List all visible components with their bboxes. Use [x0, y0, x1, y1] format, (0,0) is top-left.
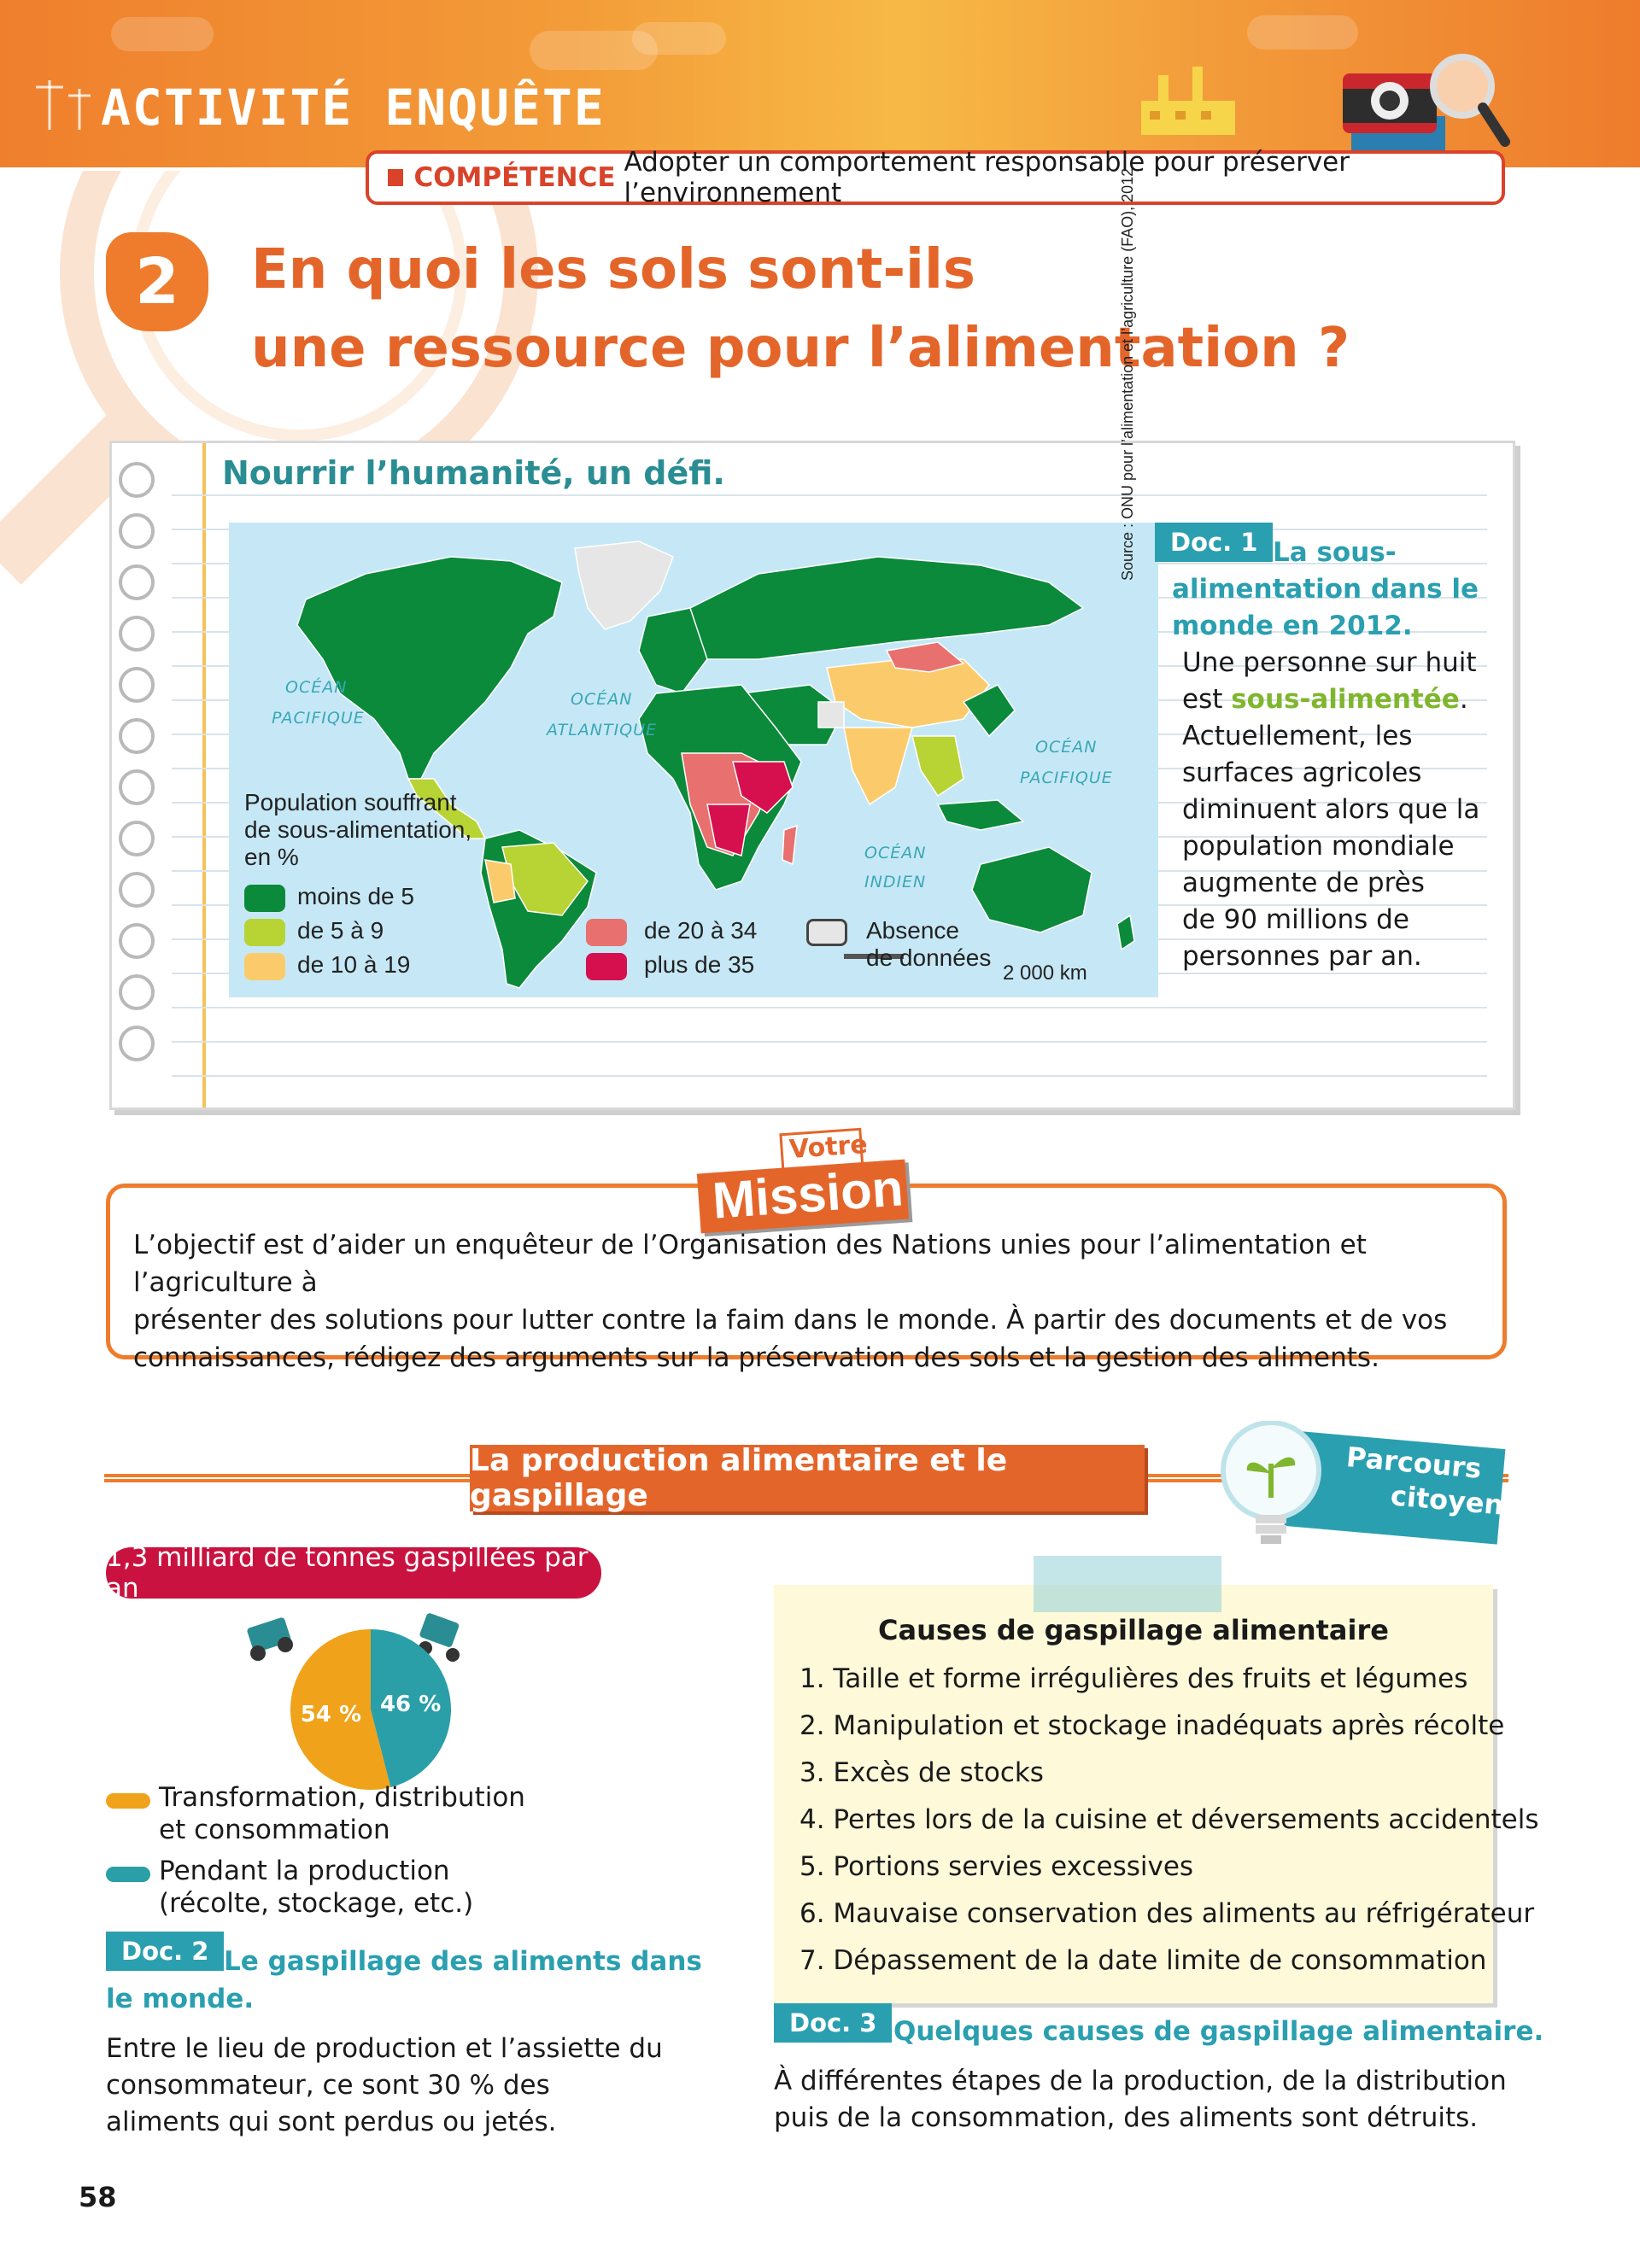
doc1-heading: alimentation dans le [1172, 574, 1479, 605]
parcours-label: Parcours [1344, 1441, 1483, 1485]
notebook-rule [172, 494, 1487, 496]
truck-icon [246, 1616, 293, 1661]
notebook-ring [119, 769, 155, 805]
map-legend-title: en % [244, 844, 299, 870]
doc2-tag: Doc. 2 [106, 1932, 224, 1971]
causes-card [774, 1585, 1493, 2003]
tape-decoration [1034, 1556, 1221, 1612]
causes-title: Causes de gaspillage alimentaire [878, 1614, 1389, 1646]
doc3-heading: Quelques causes de gaspillage alimentaire. [893, 2016, 1544, 2047]
doc1-text: de 90 millions de [1182, 904, 1409, 935]
waste-total-pill: 1,3 milliard de tonnes gaspillées par an [106, 1547, 601, 1599]
pie-label: 46 % [379, 1692, 442, 1718]
mission-text [133, 1226, 1483, 1377]
ocean-label: ATLANTIQUE [547, 721, 658, 739]
legend-swatch [244, 919, 285, 946]
pie-legend-line: Pendant la production [159, 1856, 450, 1886]
doc3-tag: Doc. 3 [774, 2003, 892, 2043]
pie-legend-line: (récolte, stockage, etc.) [159, 1888, 474, 1919]
legend-label: moins de 5 [297, 883, 414, 909]
legend-label: de 20 à 34 [644, 917, 758, 944]
pie-legend-line: et consommation [159, 1815, 390, 1845]
legend-label: plus de 35 [644, 951, 755, 978]
cause-item: 2. Manipulation et stockage inadéquats après récolte [800, 1710, 1505, 1741]
legend-swatch-no-data [806, 919, 847, 946]
legend-label: de 5 à 9 [297, 917, 384, 944]
mission-logo [699, 1125, 914, 1230]
ocean-label: PACIFIQUE [272, 709, 365, 728]
legend-swatch [586, 953, 627, 980]
notebook-ring [119, 564, 155, 600]
notebook-rule [172, 1041, 1487, 1043]
notebook-ring [119, 462, 155, 498]
doc2-text: consommateur, ce sont 30 % des [106, 2070, 550, 2101]
doc1-text: personnes par an. [1182, 941, 1422, 972]
doc1-tag: Doc. 1 [1155, 523, 1273, 562]
mission-logo-top: Votre [788, 1129, 869, 1166]
legend-dot-orange [106, 1793, 150, 1809]
ocean-label: INDIEN [864, 873, 927, 891]
notebook-ring [119, 1026, 155, 1061]
activity-number-badge: 2 [106, 232, 208, 331]
notebook-title: Nourrir l’humanité, un défi. [222, 454, 725, 492]
legend-label-no-data: de données [866, 944, 992, 971]
cause-item: 7. Dépassement de la date limite de consommation [800, 1945, 1487, 1976]
doc1-text-part: est [1182, 684, 1232, 715]
notebook-ring [119, 616, 155, 652]
notebook-ring [119, 667, 155, 703]
doc1-heading: monde en 2012. [1172, 611, 1413, 641]
page-number: 58 [79, 2181, 117, 2213]
competence-label: COMPÉTENCE [413, 162, 616, 193]
parcours-citoyen-badge [1211, 1421, 1505, 1547]
doc3-text: À différentes étapes de la production, de la distribution [774, 2066, 1507, 2096]
doc2-heading: le monde. [106, 1984, 255, 2014]
map-legend-title: Population souffrant [244, 789, 457, 815]
pie-label: 54 % [300, 1701, 362, 1727]
page-title-line2: une ressource pour l’alimentation ? [251, 317, 1350, 380]
map-legend-title: de sous-alimentation, [244, 816, 472, 843]
ocean-label: OCÉAN [285, 678, 348, 697]
notebook-ring [119, 513, 155, 549]
legend-swatch [244, 885, 285, 912]
notebook-rule [172, 1075, 1487, 1077]
cause-item: 6. Mauvaise conservation des aliments au réfrigérateur [800, 1898, 1535, 1929]
activity-label: ACTIVITÉ ENQUÊTE [101, 79, 606, 137]
doc1-highlight: sous-alimentée [1231, 684, 1460, 715]
notebook-rule [172, 1007, 1487, 1008]
notebook-ring [119, 974, 155, 1010]
world-map [229, 523, 1158, 997]
pie-legend-label [159, 1855, 473, 1920]
competence-box [366, 147, 1505, 208]
doc1-text: Actuellement, les [1182, 721, 1413, 751]
section-banner: La production alimentaire et le gaspillage [470, 1445, 1145, 1511]
doc1-text: diminuent alors que la [1182, 794, 1480, 825]
doc1-text: population mondiale [1182, 831, 1455, 862]
legend-label-no-data: Absence [866, 917, 959, 944]
notebook-ring [119, 923, 155, 959]
ocean-label: OCÉAN [1035, 738, 1098, 757]
doc2-heading: Le gaspillage des aliments dans [224, 1946, 702, 1977]
pie-legend-line: Transformation, distribution [159, 1782, 525, 1813]
cause-item: 1. Taille et forme irrégulières des fruits et légumes [800, 1663, 1468, 1694]
lightbulb-plant-icon [1211, 1421, 1331, 1547]
legend-label: de 10 à 19 [297, 951, 411, 978]
doc1-text [1182, 681, 1468, 718]
mission-line: connaissances, rédigez des arguments sur la préservation des sols et la gestion des aliments. [133, 1342, 1379, 1373]
doc3-text: puis de la consommation, des aliments sont détruits. [774, 2102, 1479, 2133]
mission-logo-main: Mission [710, 1159, 905, 1230]
page-title [251, 231, 1532, 388]
doc1-text: surfaces agricoles [1182, 757, 1422, 788]
doc1-text-part: . [1459, 684, 1468, 715]
doc2-text: aliments qui sont perdus ou jetés. [106, 2107, 557, 2137]
competence-text: Adopter un comportement responsable pour préserver l’environnement [624, 147, 1350, 208]
legend-dot-teal [106, 1867, 150, 1882]
doc1-text: Une personne sur huit [1182, 647, 1477, 678]
header-banner [0, 0, 1640, 167]
competence-square-icon [388, 169, 403, 186]
windmill-icon [32, 72, 101, 132]
cause-item: 4. Pertes lors de la cuisine et déversements accidentels [800, 1804, 1539, 1835]
ocean-label: OCÉAN [571, 690, 633, 709]
ocean-label: PACIFIQUE [1020, 769, 1113, 787]
factory-icon [1141, 67, 1235, 135]
parcours-label: citoyen [1389, 1479, 1505, 1522]
doc1-heading: La sous- [1273, 537, 1397, 568]
notebook-ring [119, 872, 155, 908]
waste-pie-chart [243, 1605, 499, 1793]
map-source: Source : ONU pour l’alimentation et l’agriculture (FAO), 2012. [1119, 163, 1136, 581]
doc2-text: Entre le lieu de production et l’assiette du [106, 2033, 663, 2064]
doc1-text: augmente de près [1182, 868, 1425, 898]
mission-line: présenter des solutions pour lutter contre la faim dans le monde. À partir des documents et de vos [133, 1305, 1448, 1336]
pie-legend-label [159, 1781, 525, 1846]
notebook-ring [119, 821, 155, 856]
notebook-ring [119, 718, 155, 754]
map-scale-label: 2 000 km [1003, 962, 1087, 985]
cause-item: 3. Excès de stocks [800, 1757, 1044, 1788]
cause-item: 5. Portions servies excessives [800, 1851, 1194, 1882]
ocean-label: OCÉAN [864, 844, 927, 862]
legend-swatch [586, 919, 627, 946]
mission-line: L’objectif est d’aider un enquêteur de l’Organisation des Nations unies pour l’alimentation et l’agriculture à [133, 1230, 1367, 1298]
legend-swatch [244, 953, 285, 980]
page-title-line1: En quoi les sols sont-ils [251, 238, 975, 301]
